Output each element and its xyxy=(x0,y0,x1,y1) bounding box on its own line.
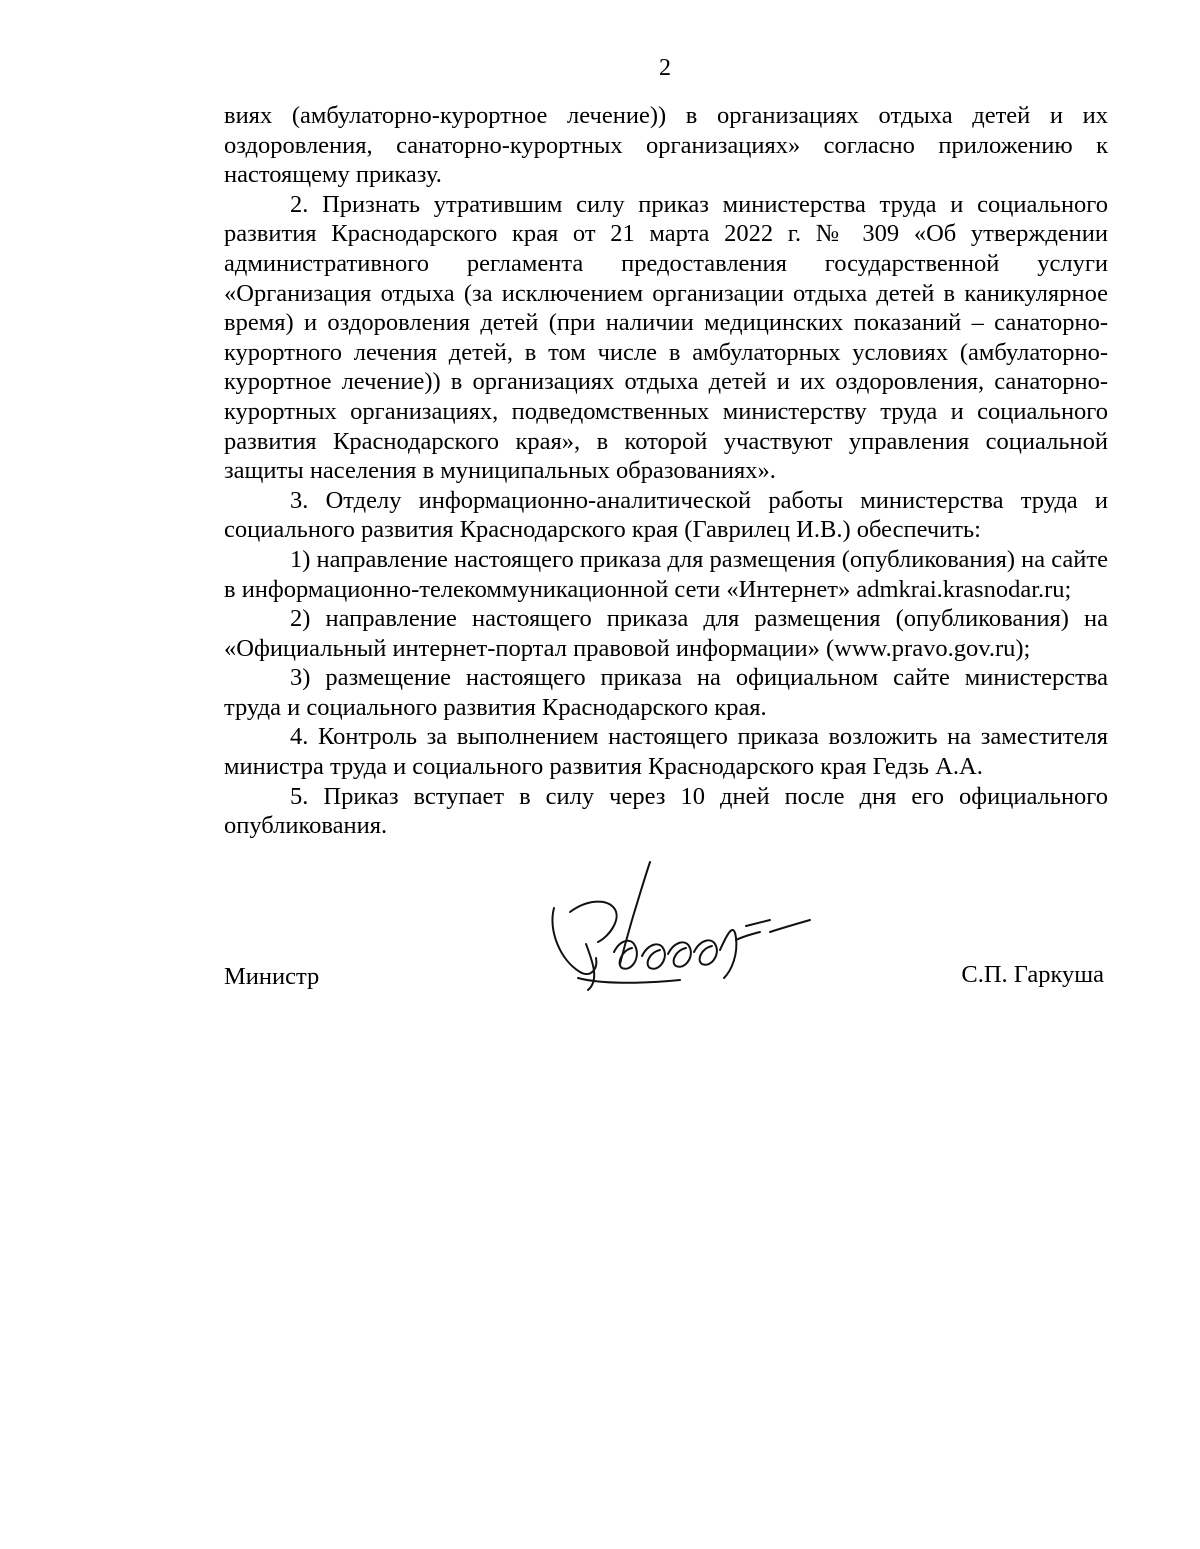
document-body xyxy=(224,101,1108,841)
paragraph-subitem-3-3: 3) размещение настоящего приказа на официальном сайте министерства труда и социального развития Краснодарского края. xyxy=(224,664,1108,721)
paragraph-item-2: 2. Признать утратившим силу приказ министерства труда и социального развития Краснодарского края от 21 марта 2022 г. № 309 «Об утверждении административного регламента предоставления государственной услуги «Организация отдыха (за исключением организации отдыха детей в каникулярное время) и оздоровления детей (при наличии медицинских показаний – санаторно-курортного лечения детей, в том числе в амбулаторных условиях (амбулаторно-курортное лечение)) в организациях отдыха детей и их оздоровления, санаторно-курортных организациях, подведомственных министерству труда и социального развития Краснодарского края», в которой участвуют управления социальной защиты населения в муниципальных образованиях». xyxy=(224,190,1108,485)
signature-block xyxy=(224,940,1108,1020)
signatory-name: С.П. Гаркуша xyxy=(961,961,1104,988)
paragraph-subitem-3-1: 1) направление настоящего приказа для размещения (опубликования) на сайте в информационно-телекоммуникационной сети «Интернет» admkrai.krasnodar.ru; xyxy=(224,545,1108,603)
paragraph-item-3: 3. Отделу информационно-аналитической работы министерства труда и социального развития Краснодарского края (Гаврилец И.В.) обеспечить: xyxy=(224,486,1108,544)
paragraph-subitem-3-2: 2) направление настоящего приказа для размещения (опубликования) на «Официальный интернет-портал правовой информации» (www.pravo.gov.ru); xyxy=(224,605,1108,662)
paragraph-item-4: 4. Контроль за выполнением настоящего приказа возложить на заместителя министра труда и социального развития Краснодарского края Гедзь А.А. xyxy=(224,723,1108,781)
paragraph-continuation: виях (амбулаторно-курортное лечение)) в организациях отдыха детей и их оздоровления, санаторно-курортных организациях» согласно приложению к настоящему приказу. xyxy=(224,102,1108,189)
page-number: 2 xyxy=(659,55,671,81)
paragraph-item-5: 5. Приказ вступает в силу через 10 дней после дня его официального опубликования. xyxy=(224,782,1108,840)
signatory-title: Министр xyxy=(224,963,320,990)
